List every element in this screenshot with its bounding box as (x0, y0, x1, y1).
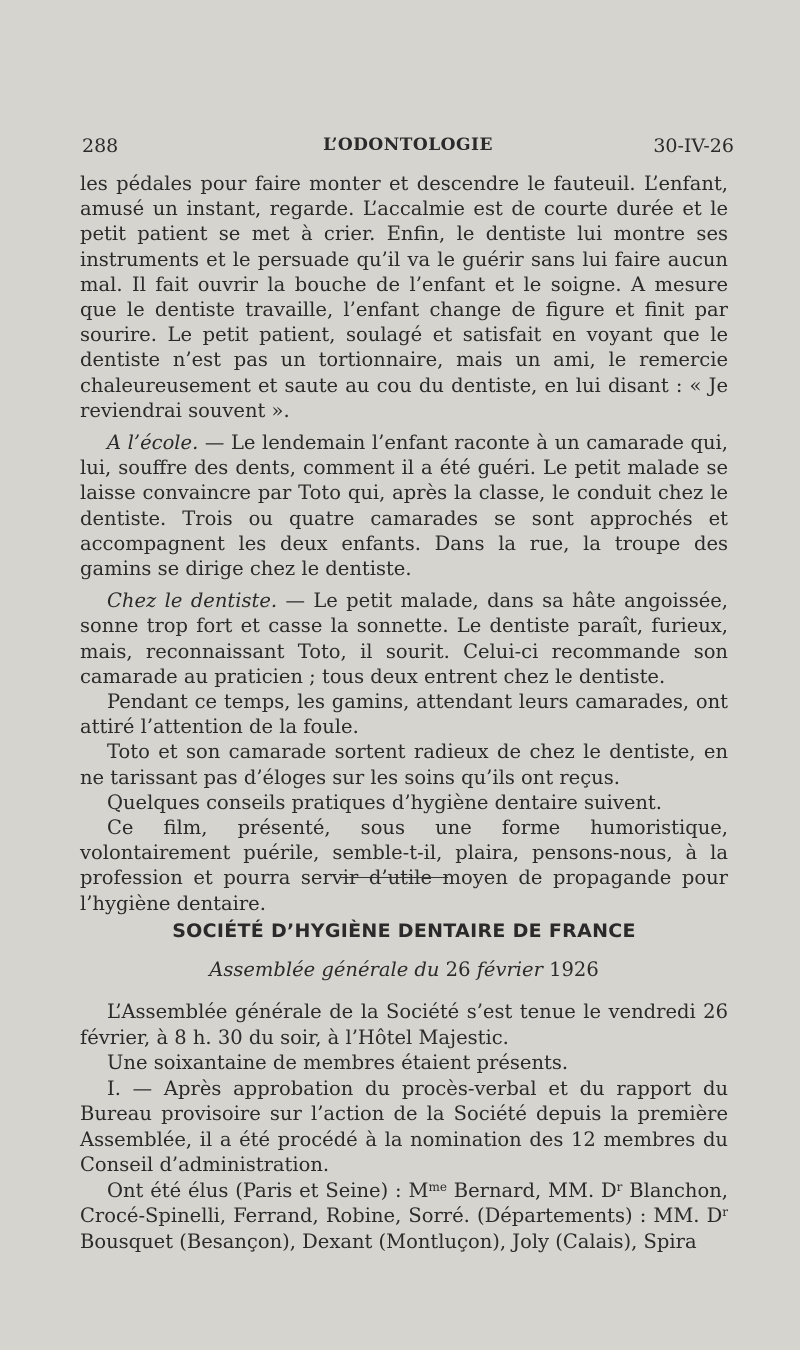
paragraph-gamins: Pendant ce temps, les gamins, attendant leurs camarades, ont attiré l’attention de la foule. (80, 690, 728, 739)
paragraph-nomination: I. — Après approbation du procès-verbal et du rapport du Bureau provisoire sur l’action de la Société depuis la première Assemblée, il a été procédé à la nomination des 12 membres du Conseil d’administration. (80, 1076, 728, 1176)
section-lead-a-l-ecole: A l’école. (107, 431, 199, 455)
paragraph-text: — Le lendemain l’enfant raconte à un camarade qui, lui, souffre des dents, comment il a été guéri. Le petit malade se laisse convaincre par Toto qui, après la classe, le conduit chez le dentiste. Trois ou quatre camarades se sont approchés et accompagnent les deux enfants. Dans la rue, la troupe des gamins se dirige chez le dentiste. (80, 431, 728, 581)
paragraph-assemblee: L’Assemblée générale de la Société s’est tenue le vendredi 26 février, à 8 h. 30 du soir, à l’Hôtel Majestic. (80, 1000, 728, 1049)
paragraph-text: — Le petit malade, dans sa hâte angoissée, sonne trop fort et casse la sonnette. Le dentiste paraît, furieux, mais, reconnaissant Toto, il sourit. Celui-ci recommande son camarade au praticien ; tous deux entrent chez le dentiste. (80, 589, 729, 688)
paragraph-conseils: Quelques conseils pratiques d’hygiène dentaire suivent. (107, 790, 662, 814)
issue-date: 30-IV-26 (653, 135, 734, 157)
section-lead-chez-le-dentiste: Chez le dentiste. (107, 589, 278, 613)
section-body (80, 999, 728, 1254)
article-body (80, 171, 728, 916)
section-title: SOCIÉTÉ D’HYGIÈNE DENTAIRE DE FRANCE (172, 920, 636, 942)
journal-title: L’ODONTOLOGIE (323, 135, 493, 155)
paragraph-chez-le-dentiste (80, 588, 728, 689)
paragraph-conclusion: Ce film, présenté, sous une forme humoristique, volontairement puérile, semble-t-il, plaira, pensons-nous, à la profession et pourra servir d’utile moyen de propagande pour l’hygiène dentaire. (80, 816, 728, 915)
section-divider (340, 877, 448, 878)
paragraph-presents: Une soixantaine de membres étaient présents. (107, 1051, 569, 1074)
paragraph-sortie: Toto et son camarade sortent radieux de chez le dentiste, en ne tarissant pas d’éloges sur les soins qu’ils ont reçus. (80, 740, 728, 789)
paragraph-continuation: les pédales pour faire monter et descendre le fauteuil. L’enfant, amusé un instant, regarde. L’accalmie est de courte durée et le petit patient se met à crier. Enfin, le dentiste lui montre ses instruments et le persuade qu’il va le guérir sans lui faire aucun mal. Il fait ouvrir la bouche de l’enfant et le soigne. A mesure que le dentiste travaille, l’enfant change de figure et finit par sourire. Le petit patient, soulagé et satisfait en voyant que le dentiste n’est pas un tortionnaire, mais un ami, le remercie chaleureusement et saute au cou du dentiste, en lui disant : « Je reviendrai souvent ». (80, 172, 728, 422)
section-subtitle: Assemblée générale du 26 février 1926 (209, 958, 599, 981)
paragraph-a-l-ecole (80, 430, 728, 581)
running-header (82, 135, 734, 159)
page-number: 288 (82, 135, 119, 157)
paragraph-elus: Ont été élus (Paris et Seine) : $M^{me}$ Bernard, MM. $D^r$ Blanchon, Crocé-Spinelli, Ferrand, Robine, Sorré. (Départements) : MM. $D^r$ Bousquet (Besançon), Dexant (Montluçon), Joly (Calais), Spira (80, 1178, 728, 1253)
